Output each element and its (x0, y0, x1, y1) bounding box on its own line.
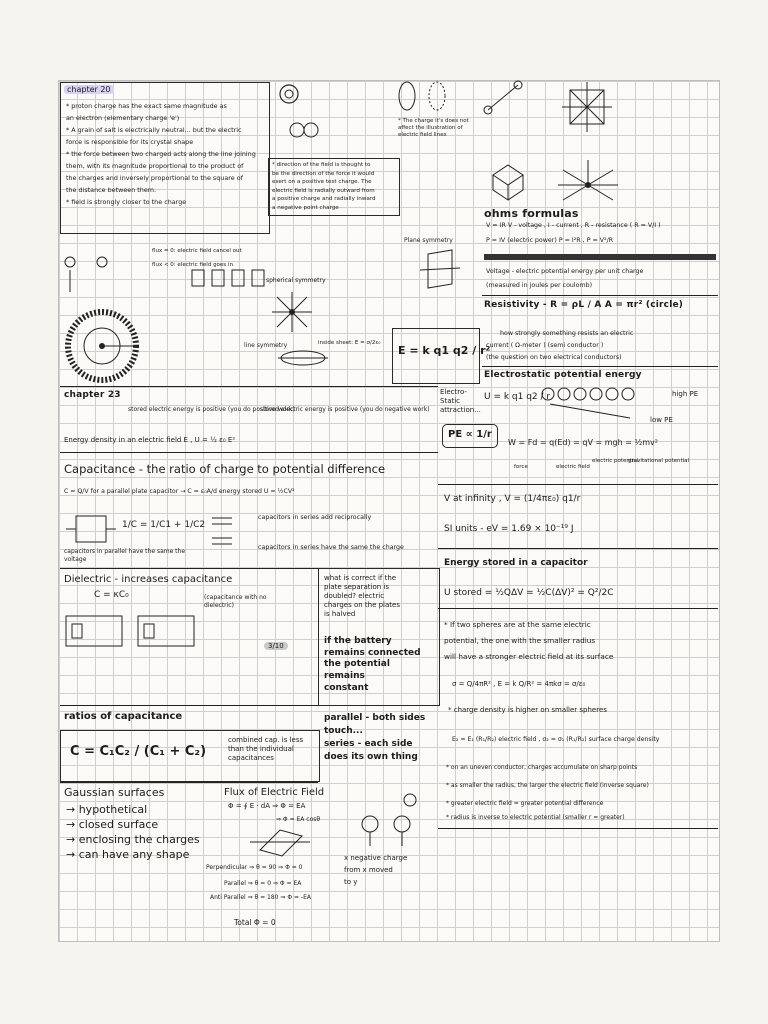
negative-charge-note (344, 852, 407, 888)
chapter23-line2: stored electric energy is positive (you do negative work) (260, 406, 430, 413)
flux-zero-note: flux = 0: electric field cancel out (152, 248, 242, 254)
flux-formula: Φ = ∮ E · dA ⇒ Φ = EA (228, 802, 306, 810)
energy-stored-formula: U stored = ½QΔV = ½C(ΔV)² = Q²/2C (444, 588, 614, 598)
gaussian-list (66, 802, 200, 862)
note-line: electric field lines (398, 132, 447, 139)
work-label-force: force (514, 464, 528, 470)
ch20-line: them, with its magnitude proportional to the product of (66, 162, 244, 170)
gaussian-item: → closed surface (66, 818, 159, 831)
note-line: be the direction of the force it would (272, 170, 375, 177)
flux-perpendicular: Perpendicular ⇒ θ = 90 ⇒ Φ = 0 (206, 864, 303, 871)
answer-line: the potential (324, 659, 390, 670)
ps-line: does its own thing (324, 752, 418, 762)
flux-antiparallel: Anti Parallel ⇒ θ = 180 ⇒ Φ = -EA (210, 894, 311, 901)
chapter20-title-text: chapter 20 (64, 85, 114, 94)
divider (438, 484, 718, 485)
divider (438, 548, 718, 549)
v-infinity: V at infinity , V = (1/4πε₀) q1/r (444, 494, 581, 504)
spheres-line2: potential, the one with the smaller radius (444, 636, 596, 645)
gaussian-item: → hypothetical (66, 803, 148, 816)
dielectric-note: (capacitance with no dielectric) (204, 594, 267, 609)
ohms-line3: Voltage - electric potential energy per unit charge (486, 268, 644, 275)
question-line: charges on the plates (324, 601, 400, 610)
divider (438, 828, 718, 829)
divider (482, 295, 718, 296)
dielectric-formula: C = κC₀ (94, 590, 129, 600)
combined-note: combined cap. is less than the individual capacitances (228, 736, 304, 763)
charge-movement-diagram (350, 790, 430, 850)
low-pe-label: low PE (650, 416, 673, 424)
divider (482, 366, 718, 367)
neg-line: from x moved (344, 866, 393, 874)
question-line: plate separation is (324, 583, 390, 592)
capacitance-title: Capacitance - the ratio of charge to potential difference (64, 462, 386, 476)
spherical-symmetry-label: spherical symmetry (266, 277, 326, 284)
chapter23-line1: stored electric energy is positive (you do positive work) (128, 406, 295, 413)
question-line: what is correct if the (324, 574, 397, 582)
ratios-title: ratios of capacitance (64, 711, 183, 722)
parallel-note: capacitors in parallel have the same the voltage (64, 548, 186, 563)
gaussian-item: → can have any shape (66, 848, 190, 861)
line-diagram (278, 348, 328, 368)
si-units: SI units - eV = 1.69 × 10⁻¹⁹ J (444, 524, 574, 534)
answer-line: constant (324, 682, 369, 693)
coulomb-formula: E = k q1 q2 / r² (398, 344, 491, 357)
field-strength-note (398, 118, 469, 139)
ohms-line1: V = IR V - voltage , I - current , R - resistance ( R = V/I ) (486, 222, 661, 229)
separation-question (324, 574, 400, 619)
resistivity-line3: (the question on two electrical conductors) (486, 354, 622, 361)
ohms-line4: (measured in joules per coulomb) (486, 282, 593, 289)
chapter20-bullets (66, 100, 266, 208)
series-charge-note: capacitors in series have the same the charge (258, 544, 404, 551)
note-line: * The charge it's does not (398, 118, 469, 124)
ch20-line: the charges and inversely proportional to the square of (66, 174, 243, 182)
chapter23-title: chapter 23 (64, 390, 121, 400)
ch20-line: * the force between two charged acts along the line joining (66, 150, 256, 158)
ohms-title: ohms formulas (484, 207, 579, 220)
field-diagrams-right (478, 80, 718, 210)
work-label-field: electric field (556, 464, 590, 470)
question-line: is halved (324, 610, 356, 619)
plane-diagram (420, 250, 460, 290)
ohms-line2: P = IV (electric power) P = I²R , P = V²/R (486, 237, 614, 244)
dielectric-diagrams (62, 610, 322, 700)
divider (60, 782, 318, 783)
electrostatic-title: Electrostatic potential energy (484, 370, 642, 380)
answer-line: remains (324, 671, 365, 682)
flux-title: Flux of Electric Field (224, 787, 325, 798)
spheres-bullet3: * greater electric field = greater potential difference (446, 800, 604, 807)
dielectric-pill (264, 642, 288, 651)
neg-line: to y (344, 878, 358, 886)
parallel-series-note (324, 712, 425, 764)
note-line: * direction of the field is thought to (272, 162, 371, 168)
work-label-potential: electric potential (592, 458, 639, 464)
capacitance-formulas: C = Q/V for a parallel plate capacitor → C = ε₀A/d energy stored U = ½CV² (64, 488, 295, 495)
resistivity-title: Resistivity - R = ρL / A A = πr² (circle) (484, 300, 684, 310)
divider (60, 705, 318, 706)
spheres-line4: * charge density is higher on smaller spheres (448, 706, 607, 714)
note-line: a positive charge and radially inward (272, 196, 376, 203)
dielectric-title: Dielectric - increases capacitance (64, 574, 233, 585)
ps-line: touch... (324, 726, 363, 736)
scribble-divider (484, 254, 716, 260)
ch20-line: * A grain of salt is electrically neutral... but the electric (66, 126, 242, 134)
work-formula: W = Fd = q(Ed) = qV = mgh = ½mv² (508, 438, 658, 447)
question-line: doubled? electric (324, 592, 385, 601)
neg-line: x negative charge (344, 854, 408, 862)
answer-line: remains connected (324, 647, 421, 658)
divider (60, 386, 438, 387)
ps-line: parallel - both sides (324, 713, 426, 723)
ch20-line: * proton charge has the exact same magnitude as (66, 102, 227, 110)
series-capacitance: 1/C = 1/C1 + 1/C2 (122, 520, 206, 530)
spherical-diagram (272, 292, 312, 332)
flux-formula2: ⇒ Φ = EA cosθ (276, 816, 321, 823)
ch20-line: an electron (elementary charge 'e') (66, 114, 180, 122)
spheres-line1: * If two spheres are at the same electric (444, 620, 591, 629)
flux-negative-note: flux < 0: electric field goes in (152, 262, 233, 268)
gaussian-item: → enclosing the charges (66, 833, 200, 846)
conductor-circle (64, 308, 144, 388)
ch20-line: the distance between them. (66, 186, 157, 194)
divider (60, 452, 438, 453)
ch20-line: * field is strongly closer to the charge (66, 198, 187, 206)
note-line: a negative point charge (272, 204, 339, 211)
plane-symmetry-label: Plane symmetry (404, 237, 453, 244)
highlight-pill: 3/10 (264, 642, 288, 650)
series-note: capacitors in series add reciprocally (258, 514, 372, 521)
ch20-line: force is responsible for its crystal shape (66, 138, 194, 146)
line-symmetry-label: line symmetry (244, 342, 288, 349)
spheres-line3: will have a stronger electric field at its surface (444, 652, 614, 661)
ps-line: series - each side (324, 739, 413, 749)
energy-stored-title: Energy stored in a capacitor (444, 558, 588, 568)
pe-proportional: PE ∝ 1/r (448, 429, 492, 440)
note-line: affect the illustration of (398, 125, 463, 132)
gaussian-title: Gaussian surfaces (64, 786, 165, 799)
spheres-formula2: E₂ = E₁ (R₁/R₂) electric field , σ₂ = σ₁ (R₁/R₂) surface charge density (452, 736, 660, 743)
spheres-bullet2: * as smaller the radius, the larger the electric field (inverse square) (446, 782, 649, 789)
flux-parallel: Parallel ⇒ θ = 0 ⇒ Φ = EA (224, 880, 302, 887)
divider (438, 608, 718, 609)
potential-energy-formula: U = k q1 q2 / r (484, 392, 551, 402)
resistivity-line2: current ( Ω-meter ) (semi conductor ) (486, 342, 604, 349)
electrostatic-label: Electro- Static attraction... (440, 388, 481, 415)
energy-density: Energy density in an electric field E , U = ½ ε₀ E² (64, 436, 236, 444)
separation-answer (324, 636, 421, 694)
flux-surface-diagram (250, 826, 310, 860)
spheres-bullet4: * radius is inverse to electric potential (smaller r = greater) (446, 814, 625, 821)
charge-chain (540, 384, 660, 424)
chapter20-title (64, 85, 114, 95)
spheres-bullet1: * on an uneven conductor, charges accumulate on sharp points (446, 764, 638, 771)
note-line: electric field is radially outward from (272, 187, 375, 194)
spheres-formula1: σ = Q/4πR² , E = k Q/R² = 4πkσ = σ/ε₀ (452, 680, 586, 688)
field-direction-note (272, 161, 376, 213)
sheet-field: inside sheet: E = σ/2ε₀ (318, 340, 381, 346)
note-line: exert on a positive test charge. The (272, 179, 372, 186)
flux-total: Total Φ = 0 (234, 918, 276, 927)
work-label-gravity: gravitational potential (628, 458, 690, 464)
ratio-formula: C = C₁C₂ / (C₁ + C₂) (70, 744, 207, 759)
answer-line: if the battery (324, 636, 392, 646)
high-pe-label: high PE (672, 390, 699, 398)
resistivity-line1: how strongly something resists an electric (500, 330, 634, 337)
